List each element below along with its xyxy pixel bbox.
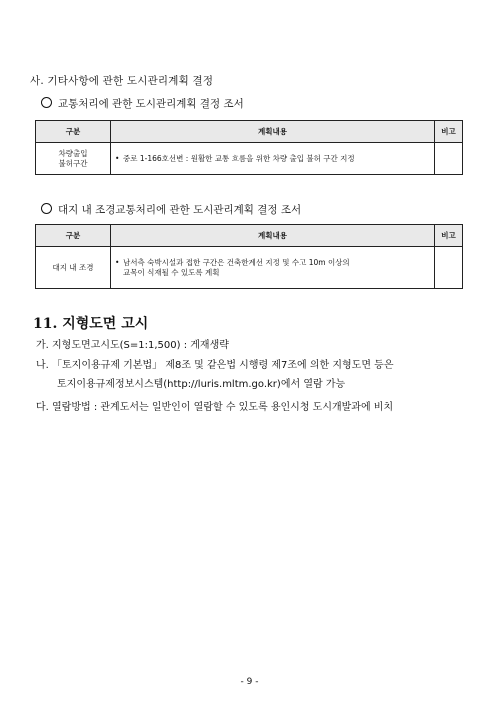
- subheading-traffic-text: 교통처리에 관한 도시관리계획 결정 조서: [58, 98, 244, 110]
- row-content: [111, 143, 435, 175]
- header-note: 비고: [435, 121, 463, 143]
- section-11-title: 11. 지형도면 고시: [33, 316, 149, 332]
- item-na-continued: 토지이용규제정보시스템(http://luris.mltm.go.kr)에서 열람 가능: [57, 379, 346, 390]
- table-row: [36, 247, 463, 289]
- bullet-icon: •: [115, 153, 120, 163]
- header-category: 구분: [36, 121, 111, 143]
- content-text: 중로 1-166호선변 : 원활한 교통 흐름을 위한 차량 출입 불허 구간 지정: [123, 153, 355, 163]
- bullet-icon: •: [115, 257, 120, 267]
- header-note: 비고: [435, 225, 463, 247]
- header-content: 계획내용: [111, 121, 435, 143]
- landscape-plan-table: [35, 224, 463, 289]
- circle-bullet-icon: [41, 203, 52, 214]
- circle-bullet-icon: [41, 97, 52, 108]
- row-note: [435, 247, 463, 289]
- table-row: [36, 143, 463, 175]
- item-ga: 가. 지형도면고시도(S=1:1,500) : 게재생략: [36, 340, 229, 351]
- item-na: 나. 「토지이용규제 기본법」 제8조 및 같은법 시행령 제7조에 의한 지형도면 등은: [36, 360, 394, 371]
- category-line2: 불허구간: [58, 158, 88, 168]
- header-content: 계획내용: [111, 225, 435, 247]
- table-header-row: [36, 121, 463, 143]
- section-sa-heading: 사. 기타사항에 관한 도시관리계획 결정: [30, 75, 214, 87]
- subheading-traffic: [41, 96, 244, 111]
- row-note: [435, 143, 463, 175]
- row-category: [36, 143, 111, 175]
- subheading-landscape: [41, 202, 301, 217]
- content-line2: 교목이 식재될 수 있도록 계획: [123, 267, 220, 277]
- traffic-plan-table: [35, 120, 463, 175]
- category-line1: 차량출입: [58, 148, 88, 158]
- content-line1: 남서측 숙박시설과 접한 구간은 건축한계선 지정 및 수고 10m 이상의: [123, 257, 350, 267]
- row-content: [111, 247, 435, 289]
- header-category: 구분: [36, 225, 111, 247]
- row-category: 대지 내 조경: [36, 247, 111, 289]
- subheading-landscape-text: 대지 내 조경교통처리에 관한 도시관리계획 결정 조서: [58, 204, 302, 216]
- page-number: - 9 -: [240, 677, 259, 687]
- table-header-row: [36, 225, 463, 247]
- item-da: 다. 열람방법 : 관계도서는 일반인이 열람할 수 있도록 용인시청 도시개발과에 비치: [36, 402, 394, 413]
